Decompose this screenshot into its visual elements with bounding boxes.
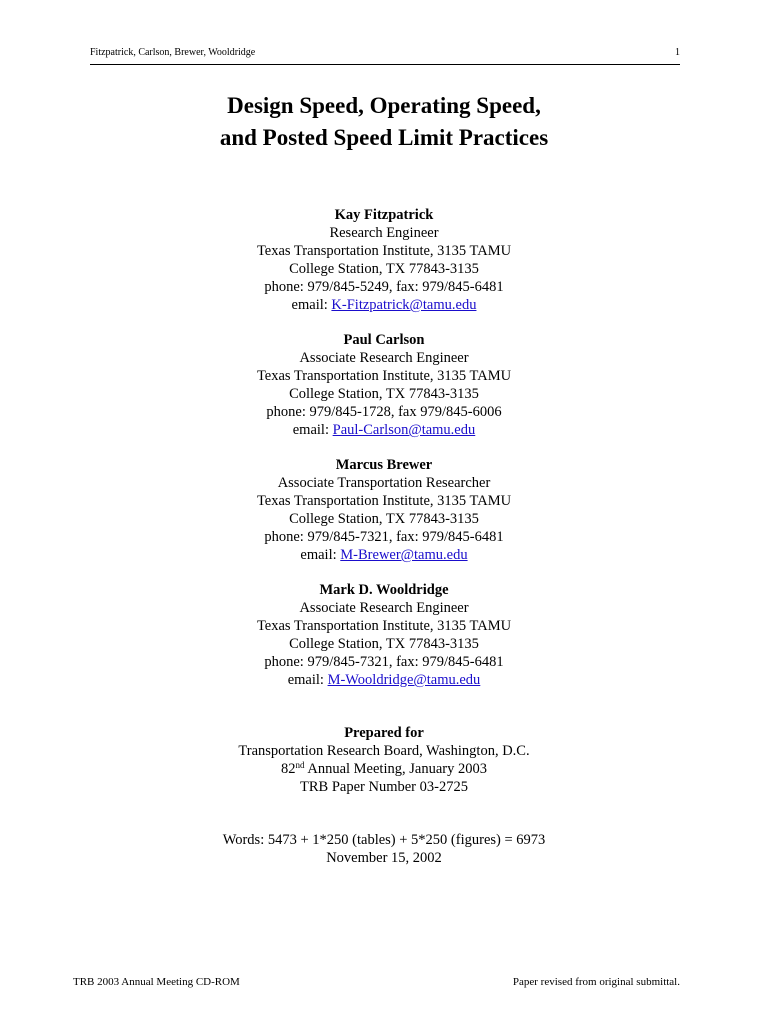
paper-title [0, 90, 768, 154]
author-phone: phone: 979/845-5249, fax: 979/845-6481 [264, 279, 504, 295]
paper-number: TRB Paper Number 03-2725 [300, 779, 468, 795]
author-city: College Station, TX 77843-3135 [289, 511, 479, 527]
footer-left: TRB 2003 Annual Meeting CD-ROM [73, 976, 240, 988]
author-role: Associate Research Engineer [299, 600, 469, 616]
title-line-2: and Posted Speed Limit Practices [219, 125, 549, 150]
author-email-link[interactable]: K-Fitzpatrick@tamu.edu [331, 297, 477, 313]
author-email-link[interactable]: M-Wooldridge@tamu.edu [327, 672, 481, 688]
word-count: Words: 5473 + 1*250 (tables) + 5*250 (figures) = 6973 [222, 832, 546, 848]
author-institution: Texas Transportation Institute, 3135 TAMU [256, 493, 512, 509]
author-email-link[interactable]: Paul-Carlson@tamu.edu [332, 422, 476, 438]
author-phone: phone: 979/845-7321, fax: 979/845-6481 [264, 654, 504, 670]
page-number: 1 [675, 47, 680, 58]
author-email-line [0, 296, 768, 314]
author-city: College Station, TX 77843-3135 [289, 636, 479, 652]
author-institution: Texas Transportation Institute, 3135 TAMU [256, 618, 512, 634]
prepared-for-organization: Transportation Research Board, Washington, D.C. [238, 743, 530, 759]
author-role: Associate Transportation Researcher [277, 475, 491, 491]
author-block-wooldridge [0, 581, 768, 689]
email-label: email: [291, 297, 332, 313]
author-phone: phone: 979/845-1728, fax 979/845-6006 [266, 404, 502, 420]
author-role: Associate Research Engineer [299, 350, 469, 366]
email-label: email: [300, 547, 341, 563]
footer-right: Paper revised from original submittal. [512, 976, 680, 988]
title-line-1: Design Speed, Operating Speed, [227, 93, 541, 118]
email-label: email: [287, 672, 328, 688]
meeting-number: 82 [281, 761, 296, 777]
author-email-link[interactable]: M-Brewer@tamu.edu [340, 547, 468, 563]
author-email-line [0, 671, 768, 689]
running-header [90, 44, 680, 65]
author-city: College Station, TX 77843-3135 [289, 386, 479, 402]
author-block-fitzpatrick [0, 206, 768, 314]
meeting-line [0, 760, 768, 778]
author-name: Mark D. Wooldridge [319, 582, 449, 598]
meeting-rest: Annual Meeting, January 2003 [304, 761, 487, 777]
author-institution: Texas Transportation Institute, 3135 TAMU [256, 243, 512, 259]
submission-date: November 15, 2002 [326, 850, 442, 866]
author-phone: phone: 979/845-7321, fax: 979/845-6481 [264, 529, 504, 545]
prepared-for-label: Prepared for [344, 725, 424, 741]
author-name: Marcus Brewer [335, 457, 433, 473]
author-institution: Texas Transportation Institute, 3135 TAMU [256, 368, 512, 384]
author-block-brewer [0, 456, 768, 564]
author-name: Kay Fitzpatrick [334, 207, 434, 223]
meeting-suffix: nd [295, 760, 305, 770]
header-authors: Fitzpatrick, Carlson, Brewer, Wooldridge [90, 47, 256, 58]
prepared-for-block [0, 724, 768, 796]
author-name: Paul Carlson [343, 332, 425, 348]
author-email-line [0, 421, 768, 439]
author-block-carlson [0, 331, 768, 439]
word-count-block [0, 831, 768, 867]
author-email-line [0, 546, 768, 564]
author-role: Research Engineer [329, 225, 439, 241]
email-label: email: [292, 422, 333, 438]
author-city: College Station, TX 77843-3135 [289, 261, 479, 277]
